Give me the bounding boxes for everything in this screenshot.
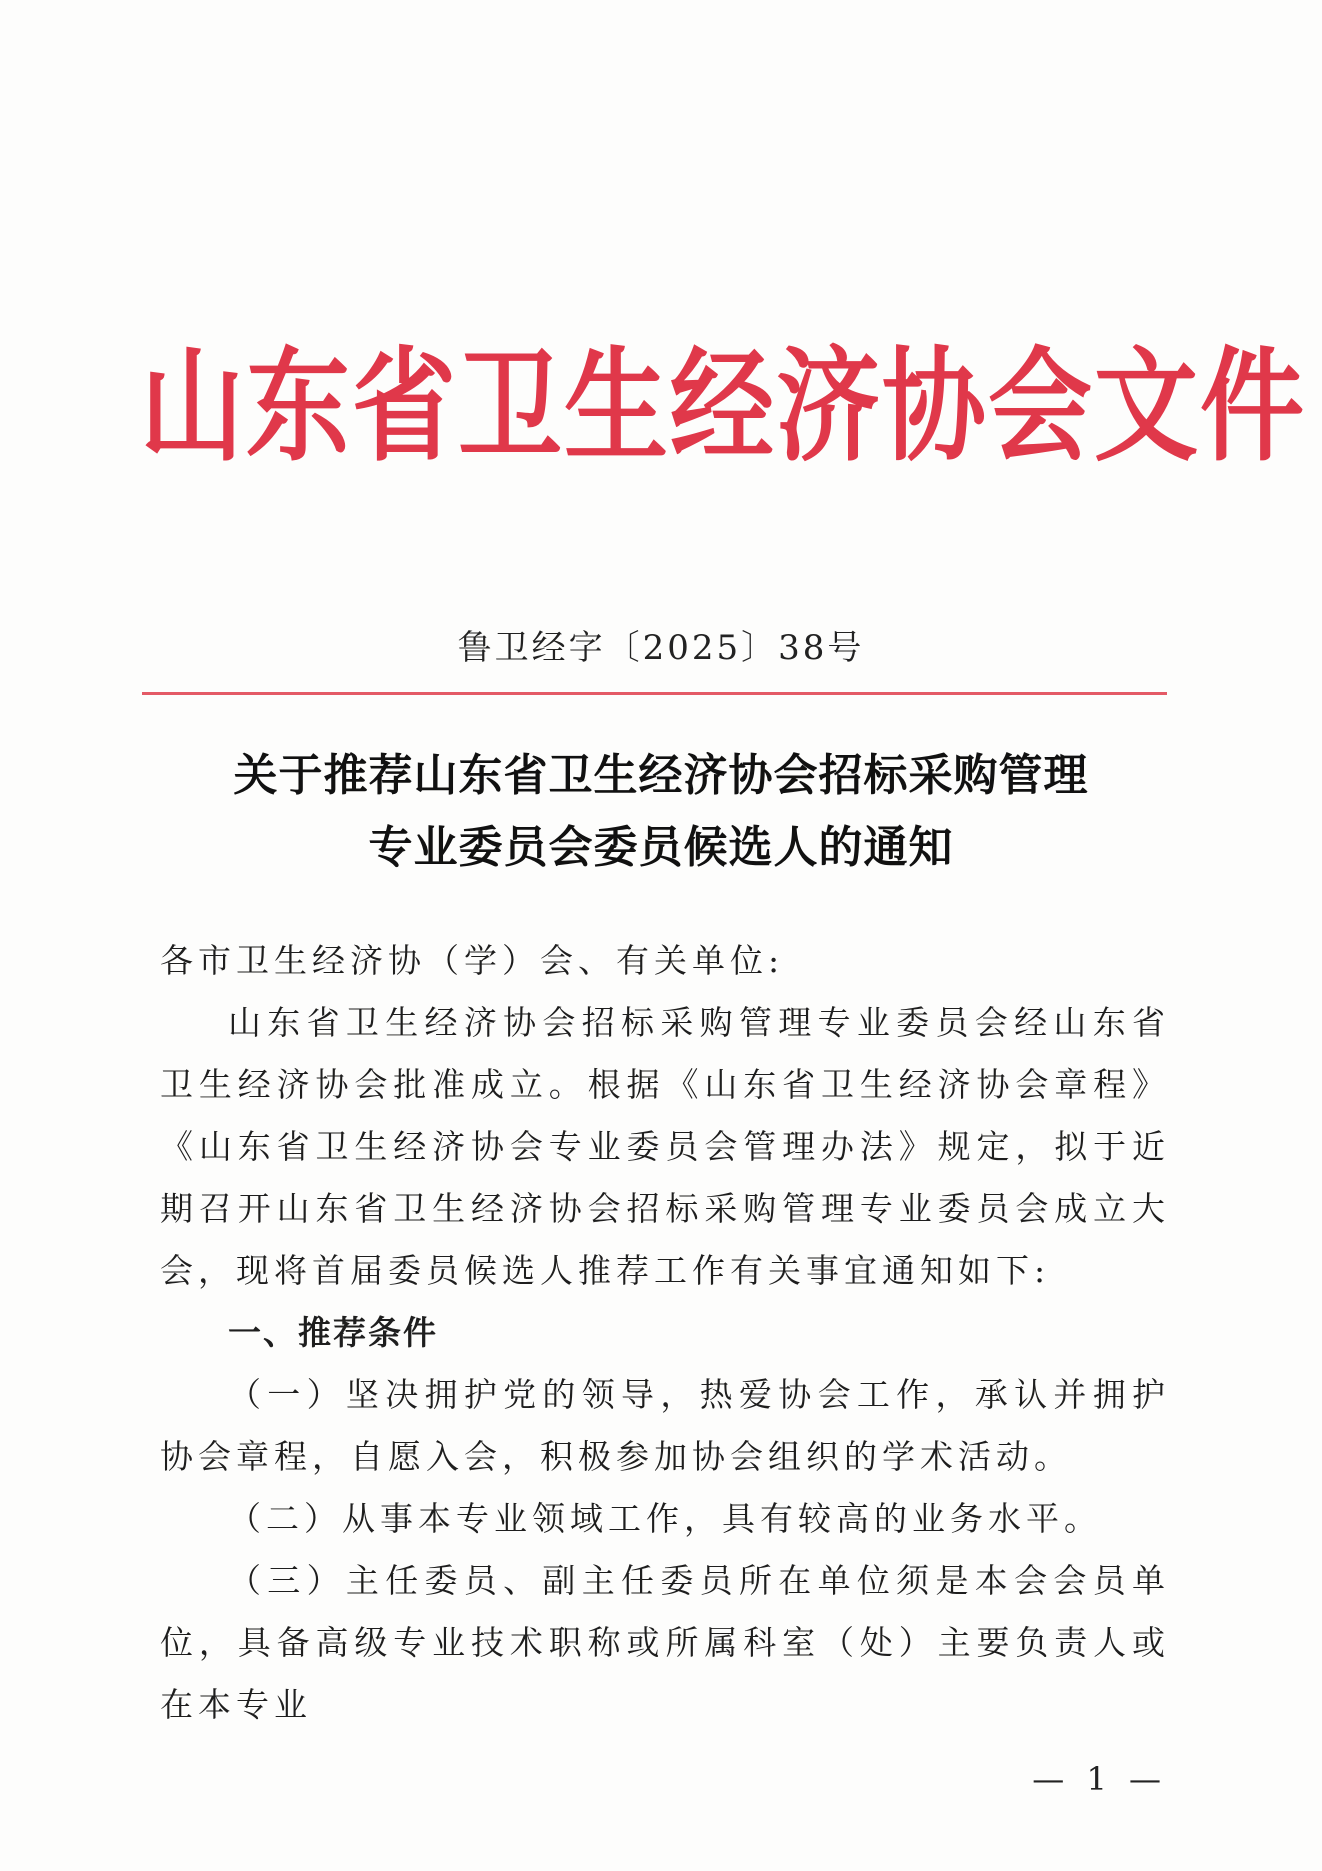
notice-title [0, 740, 1322, 884]
red-divider-line [142, 692, 1167, 695]
notice-title-line-2: 专业委员会委员候选人的通知 [368, 822, 954, 873]
page-number: — 1 — [1032, 1760, 1167, 1798]
condition-item-1: （一）坚决拥护党的领导，热爱协会工作，承认并拥护协会章程，自愿入会，积极参加协会组织的学术活动。 [160, 1375, 1170, 1476]
section-heading-1: 一、推荐条件 [228, 1313, 438, 1352]
document-number: 鲁卫经字〔2025〕38号 [457, 628, 865, 668]
notice-body [160, 930, 1170, 1736]
intro-paragraph: 山东省卫生经济协会招标采购管理专业委员会经山东省卫生经济协会批准成立。根据《山东省卫生经济协会章程》《山东省卫生经济协会专业委员会管理办法》规定，拟于近期召开山东省卫生经济协会招标采购管理专业委员会成立大会，现将首届委员候选人推荐工作有关事宜通知如下: [160, 1003, 1170, 1290]
salutation: 各市卫生经济协（学）会、有关单位: [160, 941, 785, 980]
notice-title-line-1: 关于推荐山东省卫生经济协会招标采购管理 [233, 750, 1089, 801]
org-document-header: 山东省卫生经济协会文件 [140, 333, 1307, 479]
condition-item-3: （三）主任委员、副主任委员所在单位须是本会会员单位，具备高级专业技术职称或所属科室（处）主要负责人或在本专业 [160, 1561, 1170, 1724]
condition-item-2: （二）从事本专业领域工作，具有较高的业务水平。 [228, 1499, 1102, 1538]
